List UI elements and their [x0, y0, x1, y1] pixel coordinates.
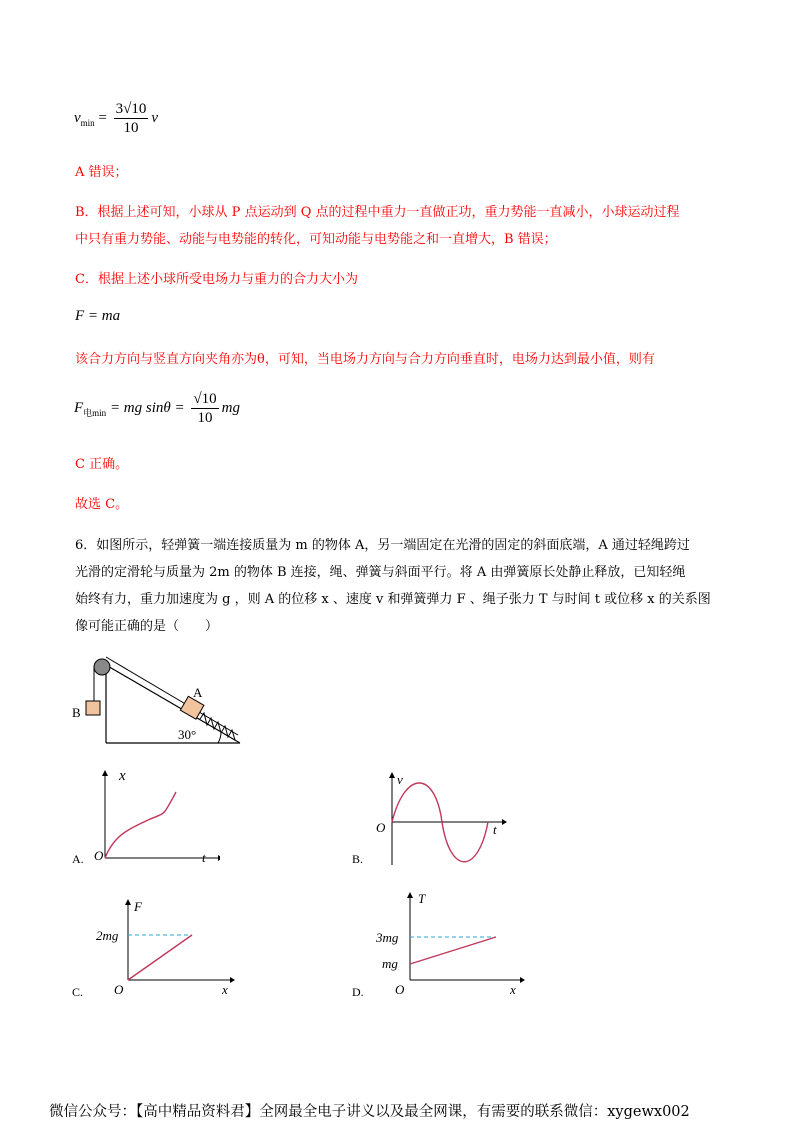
svg-text:t: t [202, 850, 206, 865]
svg-text:x: x [510, 982, 516, 997]
svg-text:x: x [119, 768, 126, 784]
svg-text:3mg: 3mg [376, 930, 399, 945]
svg-text:O: O [376, 820, 386, 835]
svg-text:2mg: 2mg [96, 928, 119, 943]
graph-a [70, 768, 220, 868]
answer-c-line2: 该合力方向与竖直方向夹角亦为θ，可知，当电场力方向与合力方向垂直时，电场力达到最小值，则有 [75, 352, 655, 367]
equation-f-ma: F = ma [75, 308, 121, 324]
svg-text:t: t [493, 822, 497, 837]
question-line3: 始终有力，重力加速度为 g ，则 A 的位移 x 、速度 v 和弹簧弹力 F 、绳子张力 T 与时间 t 或位移 x 的关系图 [75, 592, 711, 607]
answer-c-correct: C 正确。 [75, 457, 129, 472]
incline-figure [70, 655, 250, 755]
spring-icon [200, 713, 235, 740]
question-line4: 像可能正确的是（ ） [75, 619, 219, 634]
svg-text:v: v [397, 772, 403, 787]
line-t-x [410, 937, 496, 964]
answer-b-line1: B．根据上述可知，小球从 P 点运动到 Q 点的过程中重力一直做正功，重力势能一直减小，小球运动过程 [75, 205, 680, 220]
svg-text:F: F [134, 899, 142, 914]
equation-fmin: $F_{电min}$ = mg sinθ = $\frac{√10}{10}$ mg [74, 391, 240, 426]
graph-c [70, 895, 245, 1000]
answer-choose: 故选 C。 [75, 497, 129, 512]
label-b: B [72, 705, 81, 720]
footer-watermark: 微信公众号：【高中精品资料君】全网最全电子讲义以及最全网课，有需要的联系微信：xygewx002 [49, 1104, 690, 1120]
svg-text:O: O [114, 982, 124, 997]
svg-text:C.: C. [72, 985, 84, 999]
svg-text:O: O [395, 982, 405, 997]
graph-d [350, 888, 535, 1000]
svg-text:T: T [418, 891, 426, 906]
answer-b-line2: 中只有重力势能、动能与电势能的转化，可知动能与电势能之和一直增大，B 错误； [75, 232, 557, 247]
curve-x-t [105, 792, 176, 858]
line-f-x [128, 935, 192, 980]
answer-c-line: C．根据上述小球所受电场力与重力的合力大小为 [75, 272, 358, 287]
equation-vmin: $v_{min}$ = $\frac{3√10}{10}$ v [74, 101, 159, 136]
graph-b [350, 770, 510, 870]
svg-text:mg: mg [382, 956, 398, 971]
svg-text:O: O [94, 848, 104, 863]
label-a: A [193, 685, 203, 700]
question-line2: 光滑的定滑轮与质量为 2m 的物体 B 连接，绳、弹簧与斜面平行。将 A 由弹簧原长处静止释放，已知轻绳 [75, 565, 686, 580]
svg-text:A.: A. [72, 852, 84, 866]
pulley-icon [94, 659, 110, 675]
label-angle: 30° [178, 727, 197, 742]
block-b [86, 701, 100, 715]
question-line1: 6．如图所示，轻弹簧一端连接质量为 m 的物体 A，另一端固定在光滑的固定的斜面底端，A 通过轻绳跨过 [75, 538, 690, 553]
svg-text:B.: B. [352, 852, 364, 866]
svg-text:D.: D. [352, 985, 364, 999]
answer-a-wrong: A 错误； [75, 165, 128, 180]
svg-text:x: x [222, 982, 228, 997]
